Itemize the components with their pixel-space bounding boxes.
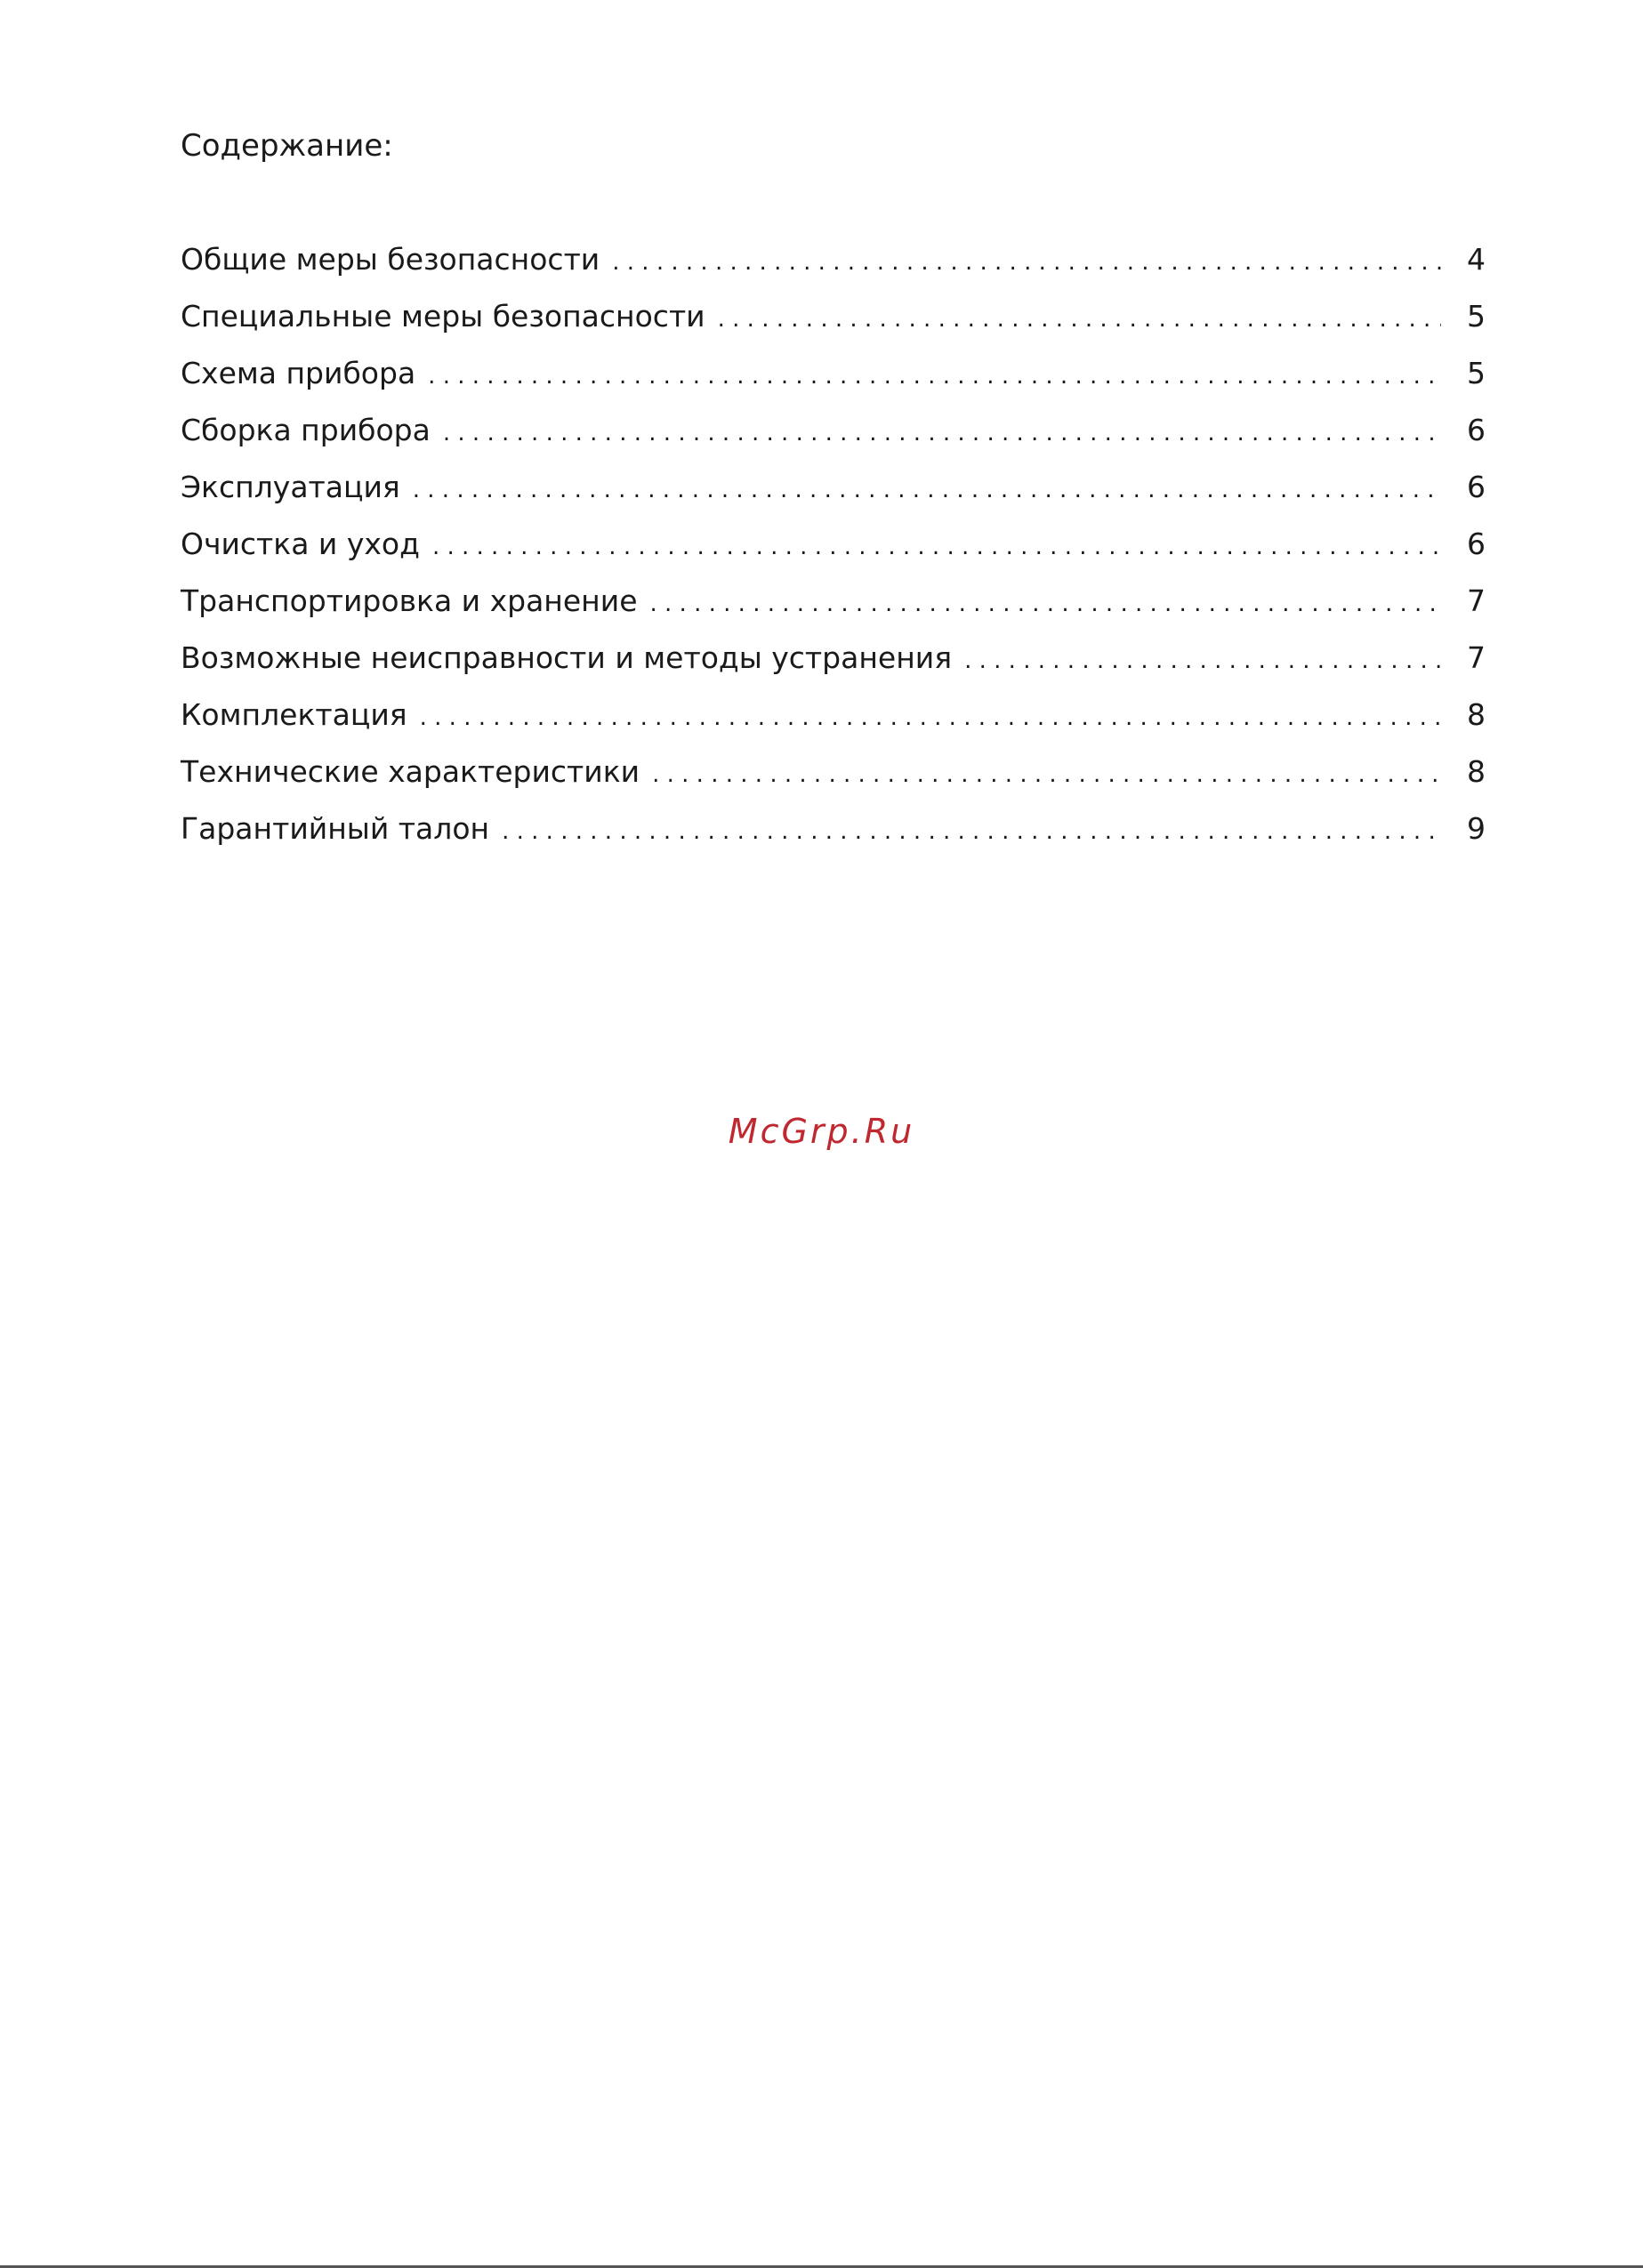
toc-entry <box>181 525 1486 582</box>
toc-entry-title: Технические характеристики <box>181 754 640 789</box>
toc-entry-title: Специальные меры безопасности <box>181 299 705 334</box>
toc-entry <box>181 809 1486 866</box>
toc-dot-leader <box>650 584 1442 623</box>
toc-dot-leader <box>443 414 1441 453</box>
toc-dot-leader <box>432 527 1441 567</box>
toc-entry-page: 9 <box>1467 811 1486 846</box>
toc-entry-page: 6 <box>1467 413 1486 447</box>
toc-entry <box>181 696 1486 752</box>
toc-entry-title: Транспортировка и хранение <box>181 583 638 618</box>
toc-entry <box>181 582 1486 639</box>
toc-entry <box>181 468 1486 525</box>
toc-entry-page: 4 <box>1467 242 1486 277</box>
table-of-contents <box>181 240 1486 866</box>
toc-dot-leader <box>612 243 1441 282</box>
toc-entry-page: 5 <box>1467 299 1486 334</box>
toc-entry-page: 8 <box>1467 697 1486 732</box>
toc-entry-title: Сборка прибора <box>181 413 431 447</box>
toc-entry-title: Очистка и уход <box>181 527 420 561</box>
toc-entry-page: 5 <box>1467 356 1486 390</box>
toc-dot-leader <box>652 755 1441 794</box>
toc-dot-leader <box>502 812 1441 851</box>
toc-entry-page: 7 <box>1467 640 1486 675</box>
toc-entry-title: Общие меры безопасности <box>181 242 600 277</box>
watermark-text: McGrp.Ru <box>728 1112 915 1151</box>
toc-entry-title: Гарантийный талон <box>181 811 490 846</box>
toc-entry <box>181 639 1486 696</box>
toc-entry <box>181 752 1486 809</box>
toc-dot-leader <box>964 641 1441 680</box>
toc-dot-leader <box>718 300 1441 339</box>
toc-entry-title: Схема прибора <box>181 356 416 390</box>
toc-entry-title: Комплектация <box>181 697 407 732</box>
toc-dot-leader <box>428 357 1441 396</box>
toc-dot-leader <box>413 470 1441 510</box>
toc-entry-page: 8 <box>1467 754 1486 789</box>
toc-entry-title: Возможные неисправности и методы устранения <box>181 640 953 675</box>
toc-entry-page: 6 <box>1467 527 1486 561</box>
toc-entry-title: Эксплуатация <box>181 470 400 504</box>
toc-entry <box>181 240 1486 297</box>
toc-entry <box>181 354 1486 411</box>
toc-entry <box>181 411 1486 468</box>
toc-entry <box>181 297 1486 354</box>
toc-entry-page: 7 <box>1467 583 1486 618</box>
toc-dot-leader <box>420 698 1441 737</box>
toc-entry-page: 6 <box>1467 470 1486 504</box>
toc-heading: Содержание: <box>181 128 393 164</box>
